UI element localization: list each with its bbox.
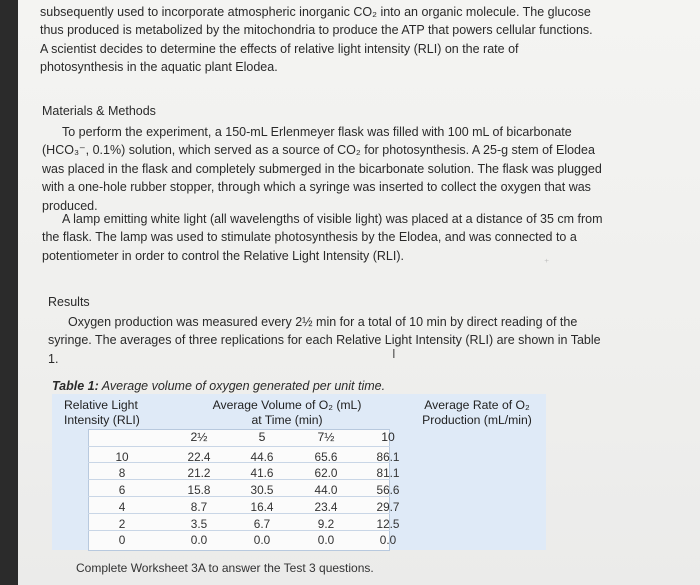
table-cell: 86.1: [376, 450, 400, 464]
rli-cell: 0: [118, 533, 126, 547]
time-header-1: 5: [258, 430, 266, 444]
table-cell: 12.5: [376, 517, 400, 531]
rli-cell: 6: [118, 483, 126, 497]
document-page: [18, 0, 700, 585]
row-divider: [88, 446, 390, 447]
table-cell: 62.0: [314, 466, 338, 480]
results-heading: Results: [48, 295, 90, 309]
header-rate-line2: Production (mL/min): [422, 413, 532, 427]
header-rate-line1: Average Rate of O₂: [424, 398, 530, 412]
table-caption-text: Average volume of oxygen generated per unit time.: [98, 379, 386, 393]
time-header-3: 10: [381, 430, 395, 444]
header-volume-line2: at Time (min): [251, 413, 323, 427]
table-cell: 29.7: [376, 500, 400, 514]
header-volume-line1: Average Volume of O₂ (mL): [212, 398, 362, 412]
header-rli: Relative Light Intensity (RLI): [64, 398, 140, 427]
table-cell: 0.0: [379, 533, 397, 547]
table-cell: 0.0: [190, 533, 208, 547]
table-cell: 30.5: [250, 483, 274, 497]
rli-cell: 8: [118, 466, 126, 480]
text-cursor-icon: I: [392, 346, 396, 361]
time-header-2: 7½: [317, 430, 335, 444]
table-cell: 44.0: [314, 483, 338, 497]
table-cell: 21.2: [187, 466, 211, 480]
table-cell: 41.6: [250, 466, 274, 480]
table-cell: 22.4: [187, 450, 211, 464]
table-cell: 16.4: [250, 500, 274, 514]
table-cell: 8.7: [190, 500, 208, 514]
table-cell: 44.6: [250, 450, 274, 464]
table-cell: 65.6: [314, 450, 338, 464]
rli-cell: 10: [115, 450, 129, 464]
results-paragraph: Oxygen production was measured every 2½ min for a total of 10 min by direct reading of the syringe. The averages of three replications for each Relative Light Intensity (RLI) are shown in Table 1.: [48, 315, 601, 366]
header-rate: [412, 398, 542, 428]
table-cell: 56.6: [376, 483, 400, 497]
table-cell: 6.7: [253, 517, 271, 531]
rli-cell: 2: [118, 517, 126, 531]
table-cell: 23.4: [314, 500, 338, 514]
methods-paragraph-2: A lamp emitting white light (all wavelengths of visible light) was placed at a distance of 35 cm from the flask. The lamp was used to stimulate photosynthesis by the Elodea, and was connected to a potentiometer in order to control the Relative Light Intensity (RLI).: [42, 212, 603, 263]
table-cell: 0.0: [317, 533, 335, 547]
data-table: [52, 394, 546, 550]
table-cell: 15.8: [187, 483, 211, 497]
intro-paragraph: subsequently used to incorporate atmospheric inorganic CO₂ into an organic molecule. The glucose thus produced is metabolized by the mitochondria to produce the ATP that powers cellular functions. A scientist decides to determine the effects of relative light intensity (RLI) on the rate of photosynthesis in the aquatic plant Elodea.: [40, 5, 593, 75]
methods-paragraph-1: To perform the experiment, a 150-mL Erlenmeyer flask was filled with 100 mL of bicarbonate (HCO₃⁻, 0.1%) solution, which served as a source of CO₂ for photosynthesis. A 25-g stem of Elodea was placed in the flask and completely submerged in the bicarbonate solution. The flask was plugged with a one-hole rubber stopper, through which a syringe was inserted to collect the oxygen that was produced.: [42, 125, 602, 213]
table-cell: 0.0: [253, 533, 271, 547]
footer-instruction: Complete Worksheet 3A to answer the Test 3 questions.: [76, 561, 374, 575]
table-cell: 9.2: [317, 517, 335, 531]
table-caption: [52, 379, 385, 393]
header-volume: [202, 398, 372, 428]
table-caption-label: Table 1:: [52, 379, 99, 393]
rli-cell: 4: [118, 500, 126, 514]
smudge-mark: ⁺: [544, 258, 550, 269]
methods-heading: Materials & Methods: [42, 104, 156, 118]
time-header-0: 2½: [190, 430, 208, 444]
table-cell: 81.1: [376, 466, 400, 480]
table-cell: 3.5: [190, 517, 208, 531]
